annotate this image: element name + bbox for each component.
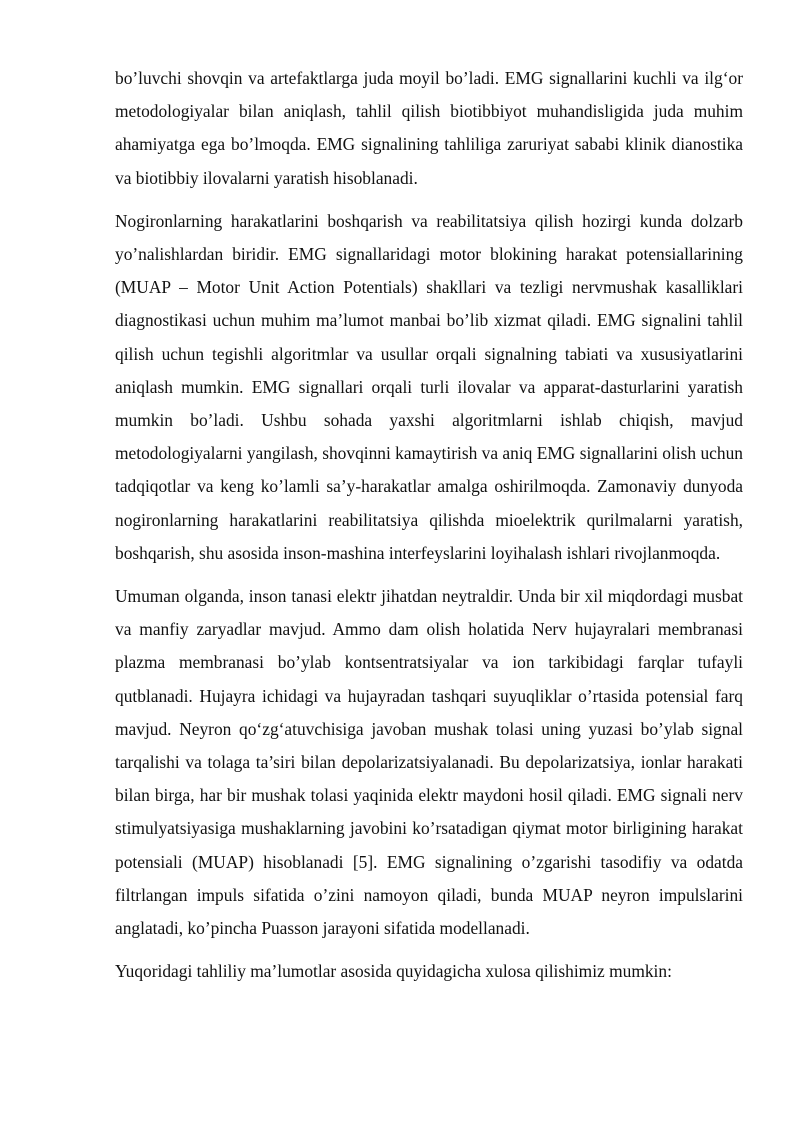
- document-page: [115, 62, 743, 998]
- paragraph-1: bo’luvchi shovqin va artefaktlarga juda moyil bo’ladi. EMG signallarini kuchli va ilg‘or metodologiyalar bilan aniqlash, tahlil qilish biotibbiyot muhandisligida juda muhim ahamiyatga ega bo’lmoqda. EMG signalining tahliliga zaruriyat sababi klinik dianostika va biotibbiy ilovalarni yaratish hisoblanadi.: [115, 68, 743, 188]
- paragraph-4: Yuqoridagi tahliliy ma’lumotlar asosida quyidagicha xulosa qilishimiz mumkin:: [115, 961, 672, 982]
- paragraph-3: Umuman olganda, inson tanasi elektr jihatdan neytraldir. Unda bir xil miqdordagi musbat va manfiy zaryadlar mavjud. Ammo dam olish holatida Nerv hujayralari membranasi plazma membranasi bo’ylab kontsentratsiyalar va ion tarkibidagi farqlar tufayli qutblanadi. Hujayra ichidagi va hujayradan tashqari suyuqliklar o’rtasida potensial farq mavjud. Neyron qo‘zg‘atuvchisiga javoban mushak tolasi uning yuzasi bo’ylab signal tarqalishi va tolaga ta’siri bilan depolarizatsiyalanadi. Bu depolarizatsiya, ionlar harakati bilan birga, har bir mushak tolasi yaqinida elektr maydoni hosil qiladi. EMG signali nerv stimulyatsiyasiga mushaklarning javobini ko’rsatadigan qiymat motor birligining harakat potensiali (MUAP) hisoblanadi [5]. EMG signalining o’zgarishi tasodifiy va odatda filtrlangan impuls sifatida o’zini namoyon qiladi, bunda MUAP neyron impulslarini anglatadi, ko’pincha Puasson jarayoni sifatida modellanadi.: [115, 586, 743, 939]
- paragraph-2: Nogironlarning harakatlarini boshqarish va reabilitatsiya qilish hozirgi kunda dolzarb yo’nalishlardan biridir. EMG signallaridagi motor blokining harakat potensiallarining (MUAP – Motor Unit Action Potentials) shakllari va tezligi nervmushak kasalliklari diagnostikasi uchun muhim ma’lumot manbai bo’lib xizmat qiladi. EMG signalini tahlil qilish uchun tegishli algoritmlar va usullar orqali signalning tabiati va xususiyatlarini aniqlash mumkin. EMG signallari orqali turli ilovalar va apparat-dasturlarini yaratish mumkin bo’ladi. Ushbu sohada yaxshi algoritmlarni ishlab chiqish, mavjud metodologiyalarni yangilash, shovqinni kamaytirish va aniq EMG signallarini olish uchun tadqiqotlar va keng ko’lamli sa’y-harakatlar amalga oshirilmoqda. Zamonaviy dunyoda nogironlarning harakatlarini reabilitatsiya qilishda mioelektrik qurilmalarni yaratish, boshqarish, shu asosida inson-mashina interfeyslarini loyihalash ishlari rivojlanmoqda.: [115, 210, 743, 563]
